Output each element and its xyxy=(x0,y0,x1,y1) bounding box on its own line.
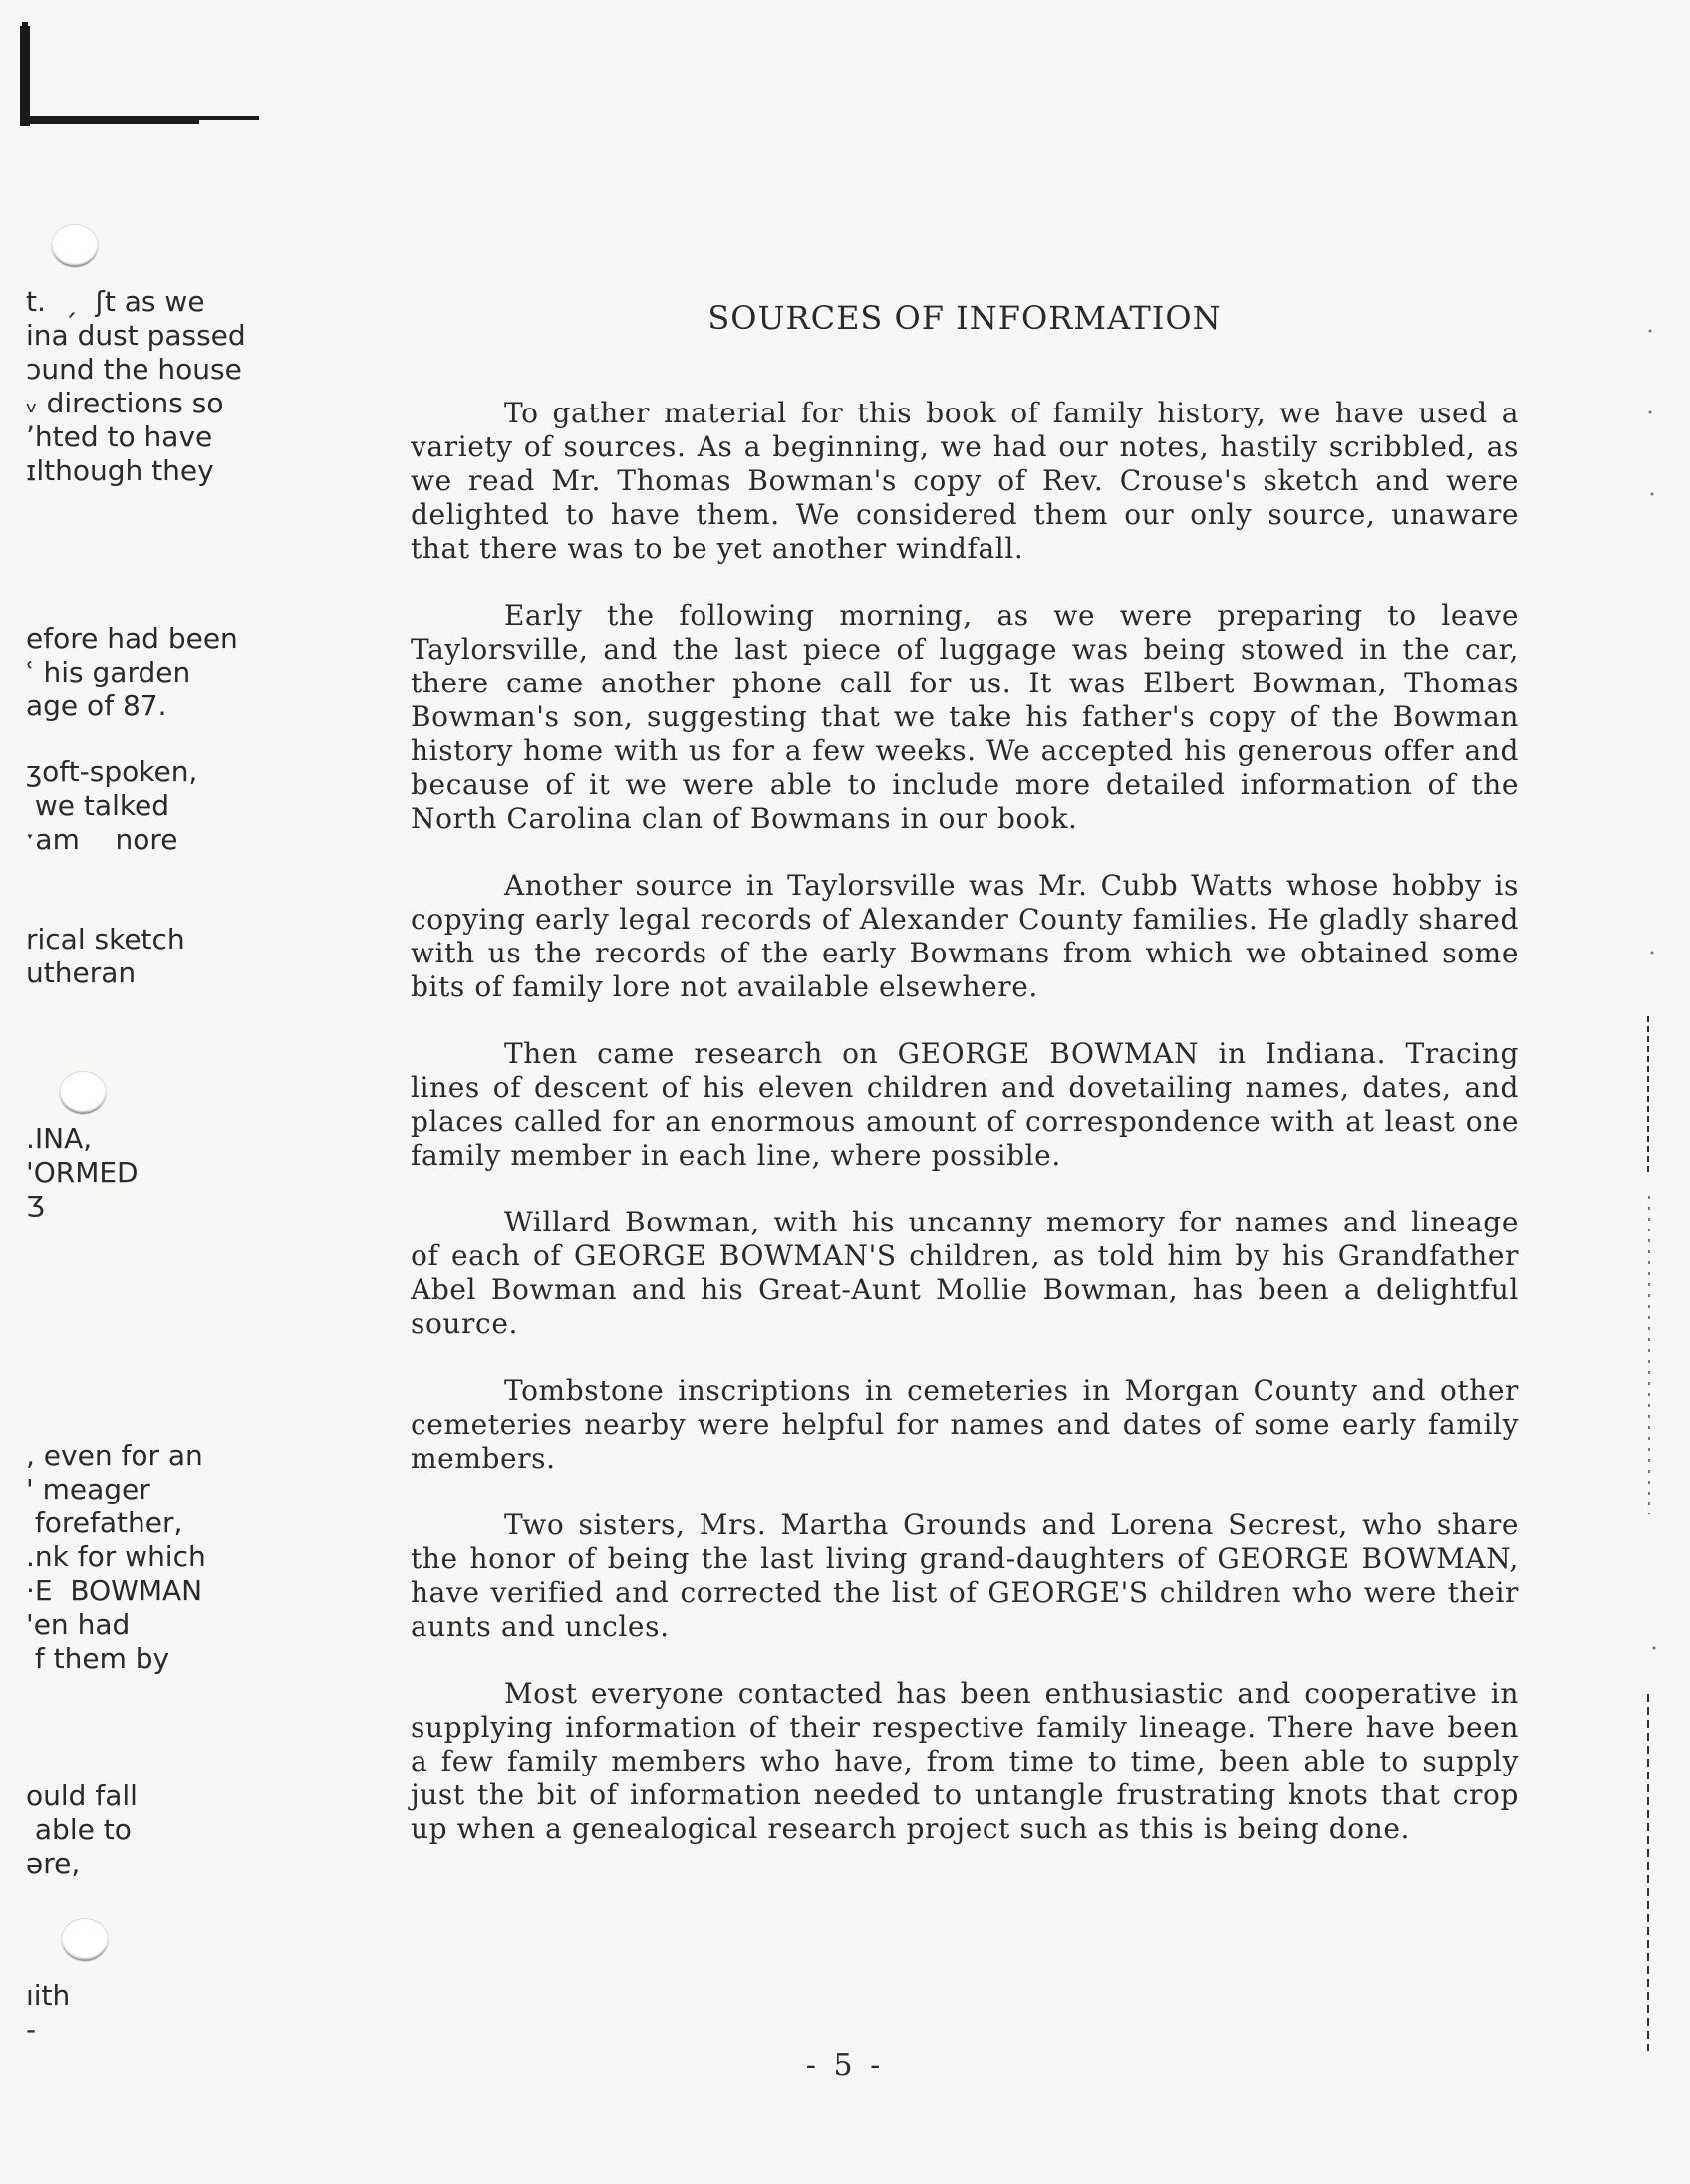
fragment-line: t. ˏ ʃt as we xyxy=(26,285,205,318)
fragment-line: ɔund the house xyxy=(26,353,242,386)
fragment-group xyxy=(26,1979,70,2047)
fragment-line: əre, xyxy=(26,1847,81,1880)
left-margin-fragments xyxy=(26,0,285,2184)
fragment-group xyxy=(26,1779,138,1881)
fragment-line: Ʒ xyxy=(26,1190,45,1223)
paragraph: Then came research on GEORGE BOWMAN in Indiana. Tracing lines of descent of his eleven children and dovetailing names, dates, and places called for an enormous amount of correspondence with at least one family member in each line, where possible. xyxy=(411,1037,1519,1172)
fragment-group xyxy=(26,1122,139,1224)
page-content xyxy=(411,299,1519,1879)
fragment-line: , even for an xyxy=(26,1439,203,1472)
fragment-group xyxy=(26,622,238,723)
fragment-line: f them by xyxy=(26,1642,170,1675)
fragment-line: utheran xyxy=(26,956,137,989)
fragment-line: ·E BOWMAN xyxy=(26,1574,203,1607)
fragment-group xyxy=(26,285,246,488)
fragment-line: ʒoft-spoken, xyxy=(26,755,198,788)
fragment-line: forefather, xyxy=(26,1506,183,1539)
fragment-line: .nk for which xyxy=(26,1540,206,1573)
paragraph: Willard Bowman, with his uncanny memory for names and lineage of each of GEORGE BOWMAN'S children, as told him by his Grandfather Abel Bowman and his Great-Aunt Mollie Bowman, has been a delightful source. xyxy=(411,1206,1519,1340)
fragment-line: rical sketch xyxy=(26,923,185,956)
fragment-line: ıith xyxy=(26,1979,71,2012)
fragment-line: ɪlthough they xyxy=(26,454,214,487)
fragment-line: age of 87. xyxy=(26,689,167,722)
fragment-line: ᵥ directions so xyxy=(26,387,224,419)
page-number: - 5 - xyxy=(805,2048,885,2083)
paragraph: Two sisters, Mrs. Martha Grounds and Lorena Secrest, who share the honor of being the last living grand-daughters of GEORGE BOWMAN, have verified and corrected the list of GEORGE'S children who were their aunts and uncles. xyxy=(411,1508,1519,1643)
paragraph: Most everyone contacted has been enthusiastic and cooperative in supplying information of their respective family lineage. There have been a few family members who have, from time to time, been able to supply just the bit of information needed to untangle frustrating knots that crop up when a genealogical research project such as this is being done. xyxy=(411,1677,1519,1845)
fragment-line: ina dust passed xyxy=(26,319,246,352)
fragment-line: able to xyxy=(26,1813,132,1846)
fragment-line: ould fall xyxy=(26,1779,138,1812)
paragraph: To gather material for this book of family history, we have used a variety of sources. As a beginning, we had our notes, hastily scribbled, as we read Mr. Thomas Bowman's copy of Rev. Crouse's sketch and were delighted to have them. We considered them our only source, unaware that there was to be yet another windfall. xyxy=(411,397,1519,565)
fragment-group xyxy=(26,923,185,990)
paragraph: Another source in Taylorsville was Mr. Cubb Watts whose hobby is copying early legal records of Alexander County families. He gladly shared with us the records of the early Bowmans from which we obtained some bits of family lore not available elsewhere. xyxy=(411,869,1519,1003)
fragment-line: ' meager xyxy=(26,1473,150,1505)
fragment-line: .INA, xyxy=(26,1122,93,1155)
paragraph: Early the following morning, as we were preparing to leave Taylorsville, and the last piece of luggage was being stowed in the car, there came another phone call for us. It was Elbert Bowman, Thomas Bowman's son, suggesting that we take his father's copy of the Bowman history home with us for a few weeks. We accepted his generous offer and because of it we were able to include more detailed information of the North Carolina clan of Bowmans in our book. xyxy=(411,599,1519,835)
fragment-line: efore had been xyxy=(26,622,238,655)
fragment-line: ʿ his garden xyxy=(26,656,191,688)
fragment-line: ʼhted to have xyxy=(26,420,213,453)
fragment-line: ˑam nore xyxy=(26,823,178,856)
scan-edge-artifact xyxy=(1634,0,1690,2184)
fragment-group xyxy=(26,1439,206,1676)
fragment-line: we talked xyxy=(26,789,170,822)
fragment-group xyxy=(26,755,197,857)
paragraph: Tombstone inscriptions in cemeteries in Morgan County and other cemeteries nearby were helpful for names and dates of some early family members. xyxy=(411,1374,1519,1475)
page-title: SOURCES OF INFORMATION xyxy=(707,299,1222,337)
fragment-line: 'ORMED xyxy=(26,1156,139,1189)
fragment-line: - xyxy=(26,2013,37,2046)
fragment-line: 'en had xyxy=(26,1608,131,1641)
